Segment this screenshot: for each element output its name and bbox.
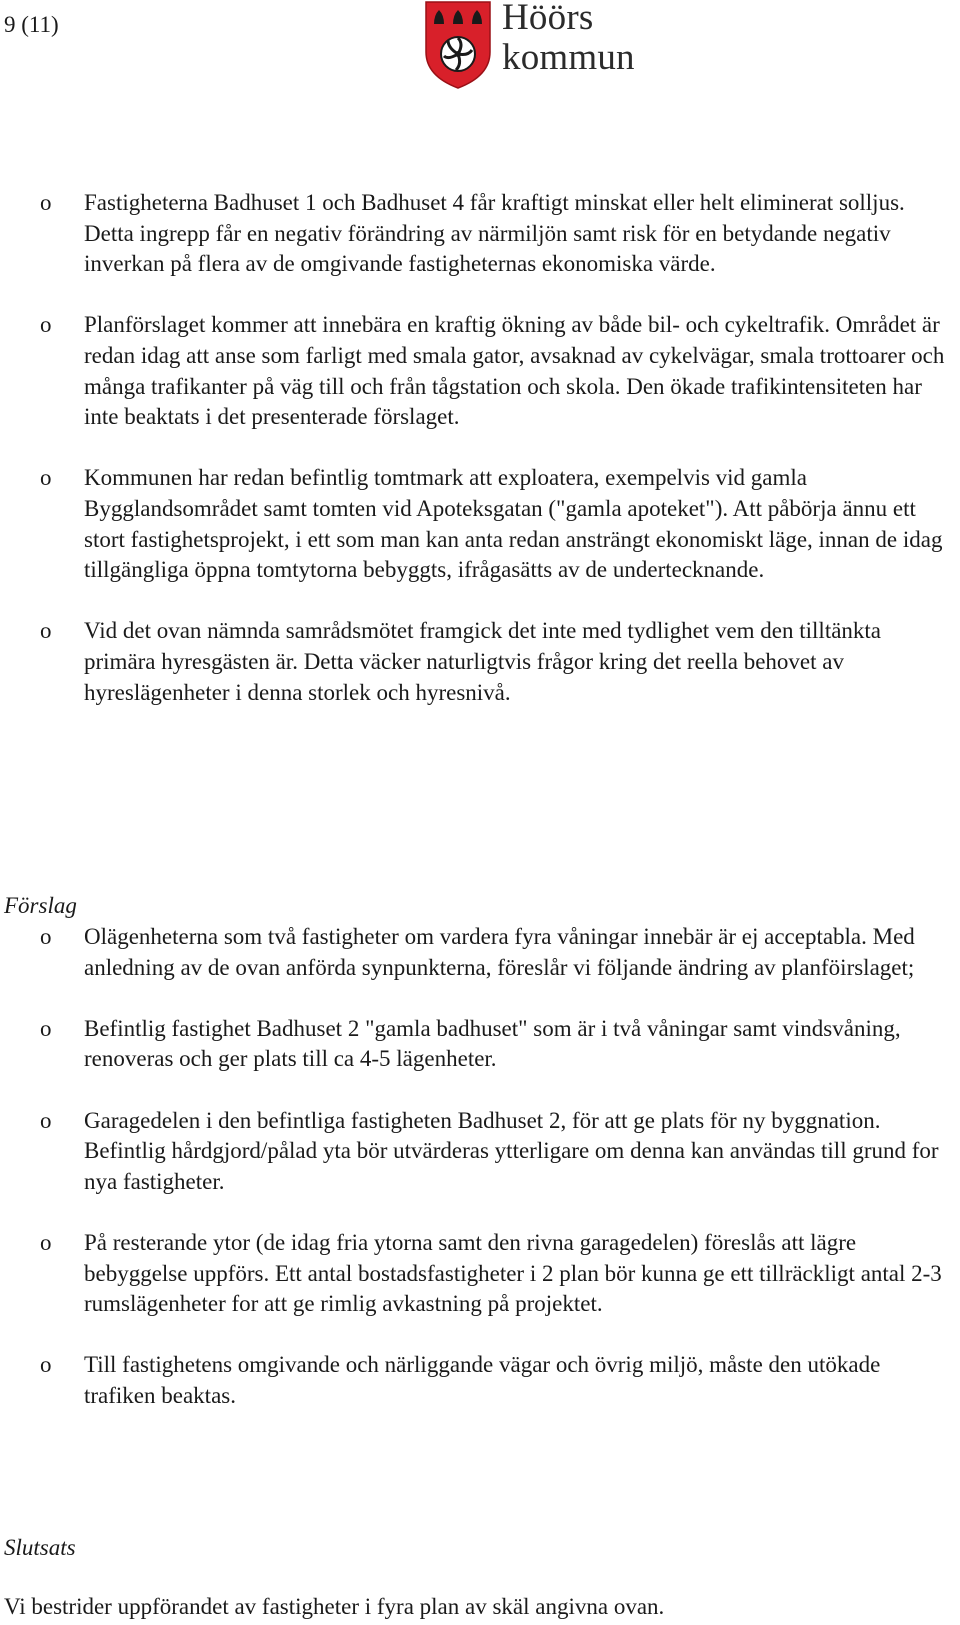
list-item-text: Fastigheterna Badhuset 1 och Badhuset 4 får kraftigt minskat eller helt eliminerat solljus. Detta ingrepp får en negativ förändring av närmiljön samt risk för en betydande negativ inverkan på flera av de omgivande fastigheternas ekonomiska värde. [84,190,905,277]
forslag-list [0,922,960,1412]
logo-line-2: kommun [502,37,635,78]
list-item [0,310,960,432]
list-item-text: Vid det ovan nämnda samrådsmötet framgick det inte med tydlighet vem den tilltänkta primära hyresgästen är. Detta väcker naturligtvis frågor kring det reella behovet av hyreslägenheter i denna storlek och hyresnivå. [84,618,882,705]
bullet-marker: o [40,1015,52,1041]
bullet-marker: o [40,1229,52,1255]
list-item [0,1350,960,1411]
bullet-marker: o [40,465,52,491]
list-item-text: Kommunen har redan befintlig tomtmark att exploatera, exempelvis vid gamla Bygglandsområdet samt tomten vid Apoteksgatan ("gamla apoteket"). Att påbörja ännu ett stort fastighetsprojekt, i ett som man kan anta redan ansträngt ekonomiskt läge, innan de idag tillgängliga öppna tomtytorna bebyggts, ifrågasätts av de undertecknande. [84,465,943,583]
bullet-marker: o [40,312,52,338]
coat-of-arms-icon [424,0,492,90]
list-item-text: Olägenheterna som två fastigheter om vardera fyra våningar innebär är ej acceptabla. Med anledning av de ovan anförda synpunkterna, föreslår vi följande ändring av planföirslaget; [84,924,915,980]
list-item [0,922,960,983]
list-item [0,1228,960,1320]
list-item-text: Garagedelen i den befintliga fastigheten Badhuset 2, för att ge plats för ny byggnation. Befintlig hårdgjord/pålad yta bör utvärderas ytterligare om denna kan användas till grund for nya fastigheter. [84,1107,939,1194]
list-item [0,463,960,585]
hoors-kommun-logo [424,0,674,92]
list-item [0,1014,960,1075]
list-item-text: På resterande ytor (de idag fria ytorna samt den rivna garagedelen) föreslås att lägre bebyggelse uppförs. Ett antal bostadsfastigheter i 2 plan bör kunna ge ett tillräckligt antal 2-3 rumslägenheter for att ge rimlig avkastning på projektet. [84,1229,942,1317]
bullet-marker: o [40,190,52,215]
objections-list [0,188,960,708]
page-number: 9 (11) [4,12,59,37]
list-item [0,1106,960,1198]
section-heading-slutsats: Slutsats [4,1535,76,1560]
bullet-marker: o [40,1107,52,1133]
section-heading-forslag: Förslag [4,893,77,918]
bullet-marker: o [40,618,52,644]
list-item-text: Planförslaget kommer att innebära en kraftig ökning av både bil- och cykeltrafik. Området är redan idag att anse som farligt med smala gator, avsaknad av cykelvägar, smala trottoarer och många trafikanter på väg till och från tågstation och skola. Den ökade trafikintensiteten har inte beaktats i det presenterade förslaget. [84,312,945,430]
bullet-marker: o [40,1352,52,1378]
list-item [0,616,960,708]
logo-line-1: Höörs [502,0,594,38]
list-item-text: Befintlig fastighet Badhuset 2 "gamla badhuset" som är i två våningar samt vindsvåning, renoveras och ger plats till ca 4-5 lägenheter. [84,1015,901,1072]
list-item [0,188,960,280]
bullet-marker: o [40,924,52,949]
list-item-text: Till fastighetens omgivande och närliggande vägar och övrig miljö, måste den utökade trafiken beaktas. [84,1352,881,1408]
conclusion-text: Vi bestrider uppförandet av fastigheter i fyra plan av skäl angivna ovan. [4,1594,665,1619]
